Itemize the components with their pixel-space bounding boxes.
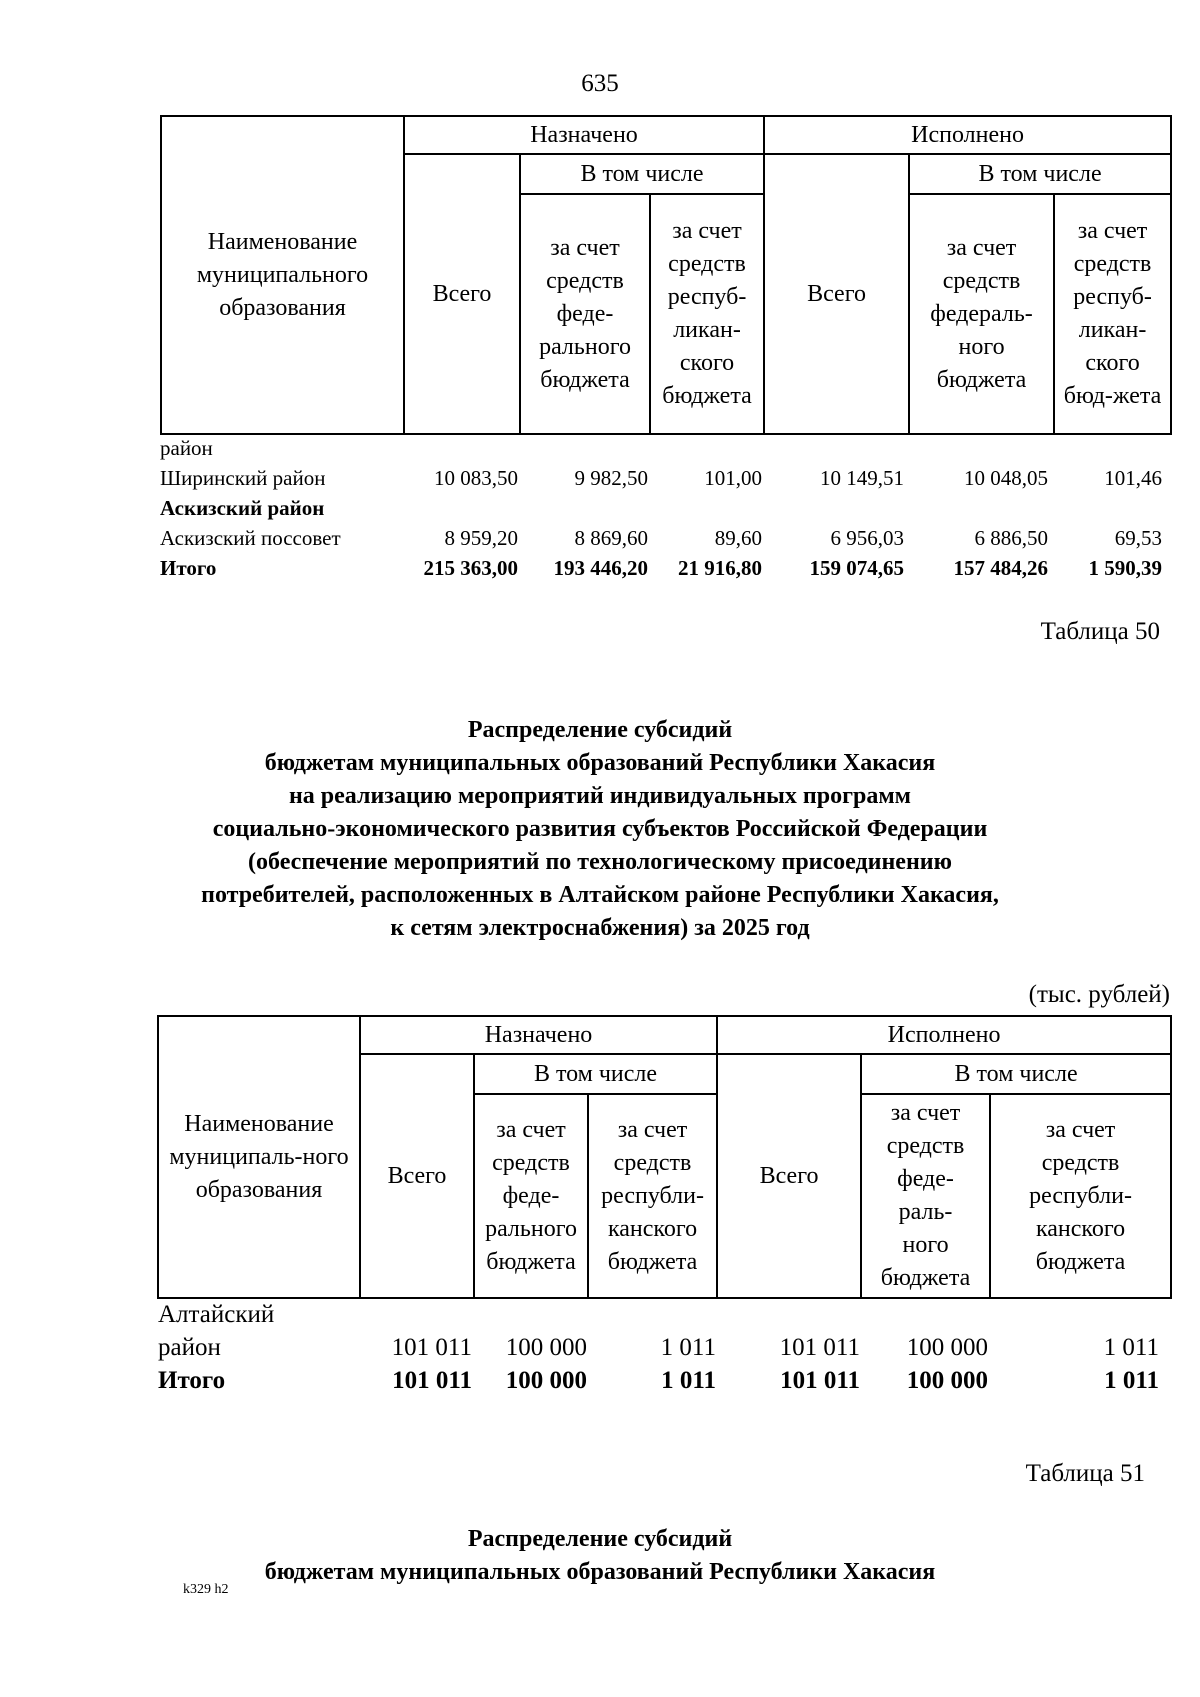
table-cell: 101 011 bbox=[780, 1367, 860, 1394]
table-50-label: Таблица 50 bbox=[1040, 618, 1160, 645]
executed-federal-header: за счет средств федераль-ного бюджета bbox=[909, 194, 1054, 434]
executed-header: Исполнено bbox=[764, 116, 1171, 154]
table-cell: 101,00 bbox=[704, 466, 762, 490]
table-2-header bbox=[157, 1015, 1172, 1299]
table-row-name: Аскизский поссовет bbox=[160, 526, 341, 550]
table-cell: 1 011 bbox=[661, 1367, 716, 1394]
footer-code: k329 h2 bbox=[183, 1582, 229, 1597]
table-cell: 8 959,20 bbox=[444, 526, 518, 550]
assigned-header: Назначено bbox=[404, 116, 764, 154]
assigned-total-header: Всего bbox=[404, 154, 520, 434]
table-cell: 100 000 bbox=[906, 1334, 988, 1361]
table-cell: 1 011 bbox=[1104, 1367, 1159, 1394]
table-row-name: Итого bbox=[158, 1367, 226, 1394]
table-1-header bbox=[160, 115, 1172, 435]
table-cell: 101 011 bbox=[779, 1334, 860, 1361]
table-cell: 6 956,03 bbox=[830, 526, 904, 550]
executed-republic-header: за счет средств респуб-ликан-ского бюд-жета bbox=[1054, 194, 1171, 434]
units-label: (тыс. рублей) bbox=[1028, 981, 1170, 1008]
title-line: (обеспечение мероприятий по технологическому присоединению bbox=[248, 849, 952, 875]
name-header: Наименование муниципаль-ного образования bbox=[158, 1016, 360, 1298]
assigned-federal-header: за счет средств феде-рального бюджета bbox=[520, 194, 650, 434]
title-line: Распределение субсидий bbox=[467, 1526, 733, 1552]
table-cell: 9 982,50 bbox=[574, 466, 648, 490]
table-row-name: Аскизский район bbox=[160, 496, 325, 520]
assigned-including-header: В том числе bbox=[474, 1054, 717, 1094]
name-header: Наименование муниципального образования bbox=[161, 116, 404, 434]
title-line: социально-экономического развития субъектов Российской Федерации bbox=[212, 816, 988, 842]
title-line: бюджетам муниципальных образований Республики Хакасия bbox=[264, 1559, 936, 1585]
title-line: к сетям электроснабжения) за 2025 год bbox=[390, 915, 810, 941]
table-cell: 89,60 bbox=[714, 526, 762, 550]
assigned-republic-header: за счет средств республи-канского бюджета bbox=[588, 1094, 717, 1298]
table-cell: 101 011 bbox=[392, 1367, 472, 1394]
table-cell: 159 074,65 bbox=[809, 556, 904, 580]
table-cell: 8 869,60 bbox=[574, 526, 648, 550]
executed-total-header: Всего bbox=[717, 1054, 861, 1298]
table-cell: 10 149,51 bbox=[820, 466, 904, 490]
table-cell: 21 916,80 bbox=[678, 556, 762, 580]
table-cell: 10 048,05 bbox=[964, 466, 1048, 490]
executed-republic-header: за счет средств республи-канского бюджета bbox=[990, 1094, 1171, 1298]
title-line: бюджетам муниципальных образований Республики Хакасия bbox=[264, 750, 936, 776]
assigned-including-header: В том числе bbox=[520, 154, 764, 194]
assigned-republic-header: за счет средств респуб-ликан-ского бюджета bbox=[650, 194, 764, 434]
title-line: на реализацию мероприятий индивидуальных программ bbox=[288, 783, 912, 809]
table-row-name: район bbox=[160, 436, 213, 460]
table-cell: 6 886,50 bbox=[974, 526, 1048, 550]
table-cell: 101,46 bbox=[1104, 466, 1162, 490]
table-cell: 1 011 bbox=[660, 1334, 716, 1361]
table-cell: 157 484,26 bbox=[953, 556, 1048, 580]
table-cell: 100 000 bbox=[505, 1334, 587, 1361]
table-cell: 100 000 bbox=[906, 1367, 988, 1394]
table-row-name: район bbox=[158, 1334, 221, 1361]
table-cell: 100 000 bbox=[505, 1367, 587, 1394]
page-number: 635 bbox=[581, 70, 619, 97]
table-row-name: Ширинский район bbox=[160, 466, 326, 490]
assigned-total-header: Всего bbox=[360, 1054, 474, 1298]
assigned-header: Назначено bbox=[360, 1016, 717, 1054]
table-cell: 69,53 bbox=[1114, 526, 1162, 550]
title-line: Распределение субсидий bbox=[467, 717, 733, 743]
executed-including-header: В том числе bbox=[909, 154, 1171, 194]
executed-total-header: Всего bbox=[764, 154, 909, 434]
table-row-name: Итого bbox=[160, 556, 217, 580]
table-51-label: Таблица 51 bbox=[1025, 1460, 1145, 1487]
executed-including-header: В том числе bbox=[861, 1054, 1171, 1094]
table-cell: 193 446,20 bbox=[553, 556, 648, 580]
table-cell: 1 011 bbox=[1103, 1334, 1159, 1361]
title-line: потребителей, расположенных в Алтайском районе Республики Хакасия, bbox=[201, 882, 999, 908]
table-cell: 215 363,00 bbox=[423, 556, 518, 580]
executed-federal-header: за счет средств феде-раль-ного бюджета bbox=[861, 1094, 990, 1298]
table-cell: 1 590,39 bbox=[1088, 556, 1162, 580]
table-cell: 10 083,50 bbox=[434, 466, 518, 490]
table-row-name: Алтайский bbox=[158, 1301, 275, 1328]
executed-header: Исполнено bbox=[717, 1016, 1171, 1054]
table-cell: 101 011 bbox=[391, 1334, 472, 1361]
assigned-federal-header: за счет средств феде-рального бюджета bbox=[474, 1094, 588, 1298]
